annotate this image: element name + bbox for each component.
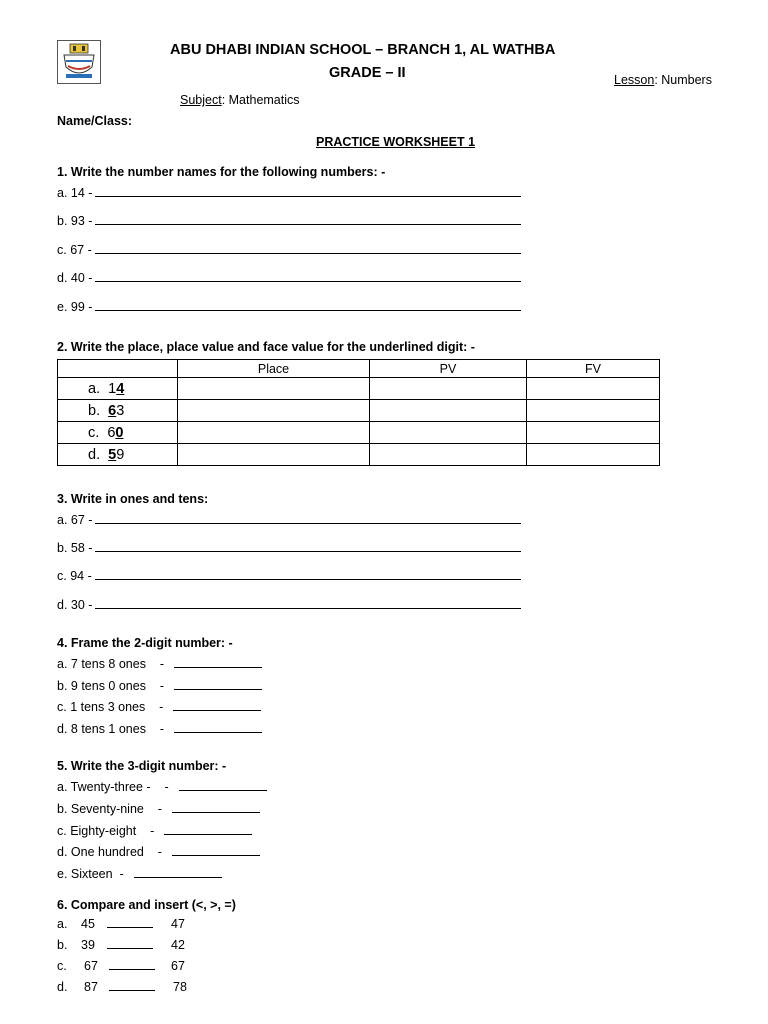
q1-item-label: b. 93 - [57, 214, 93, 228]
row-label: d. [88, 446, 101, 463]
q1-item-b [57, 214, 521, 228]
pv-cell[interactable] [370, 378, 527, 400]
fv-cell[interactable] [527, 400, 660, 422]
answer-line[interactable] [95, 578, 521, 580]
q1-item-label: e. 99 - [57, 300, 93, 314]
place-cell[interactable] [178, 378, 370, 400]
fv-cell[interactable] [527, 444, 660, 466]
answer-line[interactable] [95, 550, 521, 552]
place-cell[interactable] [178, 444, 370, 466]
q6-item-d [57, 980, 187, 994]
worksheet-title: PRACTICE WORKSHEET 1 [316, 135, 476, 149]
compare-right: 78 [173, 980, 187, 994]
fv-cell[interactable] [527, 422, 660, 444]
pv-cell[interactable] [370, 422, 527, 444]
q4-title: 4. Frame the 2-digit number: - [57, 636, 233, 650]
school-logo [57, 40, 101, 84]
table-row [58, 378, 660, 400]
lesson-value: : Numbers [654, 73, 712, 87]
q3-title: 3. Write in ones and tens: [57, 492, 209, 506]
q1-item-label: a. 14 - [57, 186, 93, 200]
underlined-digit: 4 [116, 380, 125, 397]
q3-item-label: c. 94 - [57, 569, 92, 583]
table-header-place: Place [178, 360, 370, 378]
q3-item-label: a. 67 - [57, 513, 93, 527]
place-cell[interactable] [178, 400, 370, 422]
q1-item-c [57, 243, 521, 257]
q3-item-d [57, 598, 521, 612]
q4-item-a [57, 657, 262, 671]
q5-item-label: c. Eighty-eight - [57, 824, 155, 838]
table-header-pv: PV [370, 360, 527, 378]
table-row [58, 400, 660, 422]
compare-left: 39 [81, 938, 95, 952]
compare-left: 87 [84, 980, 98, 994]
q5-item-label: b. Seventy-nine - [57, 802, 162, 816]
q4-item-b [57, 679, 262, 693]
compare-blank[interactable] [109, 968, 155, 970]
row-label: c. [88, 424, 100, 441]
q2-title: 2. Write the place, place value and face value for the underlined digit: - [57, 340, 475, 354]
digit-plain: 1 [108, 380, 117, 397]
q6-item-b [57, 938, 185, 952]
q6-item-c [57, 959, 185, 973]
school-name: ABU DHABI INDIAN SCHOOL – BRANCH 1, AL WATHBA [170, 42, 556, 58]
q4-item-label: c. 1 tens 3 ones - [57, 700, 164, 714]
answer-line[interactable] [179, 789, 267, 791]
answer-line[interactable] [174, 731, 262, 733]
q1-item-e [57, 300, 521, 314]
answer-line[interactable] [95, 522, 521, 524]
name-class-label: Name/Class: [57, 114, 133, 128]
digit-plain: 3 [116, 402, 125, 419]
q6-item-label: d. [57, 980, 68, 994]
table-header-row [58, 360, 660, 378]
q5-title: 5. Write the 3-digit number: - [57, 759, 227, 773]
subject-value: : Mathematics [221, 93, 300, 107]
q5-item-d [57, 845, 260, 859]
table-header-cell [58, 360, 178, 378]
q5-item-c [57, 824, 252, 838]
answer-line[interactable] [95, 195, 521, 197]
compare-right: 67 [171, 959, 185, 973]
q3-item-c [57, 569, 521, 583]
underlined-digit: 6 [108, 402, 117, 419]
compare-right: 42 [171, 938, 185, 952]
answer-line[interactable] [173, 709, 261, 711]
table-row [58, 422, 660, 444]
row-number [58, 378, 178, 400]
subject-label: Subject [180, 93, 222, 107]
q4-item-label: a. 7 tens 8 ones - [57, 657, 165, 671]
answer-line[interactable] [95, 280, 521, 282]
answer-line[interactable] [172, 854, 260, 856]
place-cell[interactable] [178, 422, 370, 444]
row-number [58, 400, 178, 422]
answer-line[interactable] [174, 666, 262, 668]
subject-info [180, 93, 300, 107]
q5-item-label: e. Sixteen - [57, 867, 124, 881]
answer-line[interactable] [174, 688, 262, 690]
school-crest-icon [58, 41, 100, 83]
q3-item-a [57, 513, 521, 527]
compare-right: 47 [171, 917, 185, 931]
q1-title: 1. Write the number names for the following numbers: - [57, 165, 386, 179]
q3-item-b [57, 541, 521, 555]
q4-item-label: d. 8 tens 1 ones - [57, 722, 165, 736]
compare-left: 45 [81, 917, 95, 931]
q5-item-a [57, 780, 267, 794]
digit-plain: 9 [116, 446, 125, 463]
lesson-label: Lesson [614, 73, 655, 87]
pv-cell[interactable] [370, 400, 527, 422]
table-header-fv: FV [527, 360, 660, 378]
answer-line[interactable] [95, 223, 521, 225]
q1-item-label: c. 67 - [57, 243, 92, 257]
q6-item-label: b. [57, 938, 68, 952]
q1-item-a [57, 186, 521, 200]
q5-item-label: a. Twenty-three - - [57, 780, 169, 794]
q6-item-label: a. [57, 917, 68, 931]
row-number [58, 422, 178, 444]
pv-cell[interactable] [370, 444, 527, 466]
compare-left: 67 [84, 959, 98, 973]
q3-item-label: b. 58 - [57, 541, 93, 555]
compare-blank[interactable] [107, 947, 153, 949]
place-value-table [57, 359, 660, 466]
answer-line[interactable] [164, 833, 252, 835]
underlined-digit: 5 [108, 446, 117, 463]
compare-blank[interactable] [107, 926, 153, 928]
answer-line[interactable] [95, 309, 521, 311]
grade-title: GRADE – II [329, 65, 406, 81]
q4-item-label: b. 9 tens 0 ones - [57, 679, 165, 693]
q1-item-label: d. 40 - [57, 271, 93, 285]
row-label: a. [88, 380, 101, 397]
row-label: b. [88, 402, 101, 419]
answer-line[interactable] [172, 811, 260, 813]
answer-line[interactable] [95, 607, 521, 609]
lesson-info [614, 73, 712, 87]
q4-item-c [57, 700, 261, 714]
answer-line[interactable] [95, 252, 521, 254]
row-number [58, 444, 178, 466]
answer-line[interactable] [134, 876, 222, 878]
fv-cell[interactable] [527, 378, 660, 400]
table-row [58, 444, 660, 466]
q6-item-a [57, 917, 185, 931]
q1-item-d [57, 271, 521, 285]
q5-item-label: d. One hundred - [57, 845, 162, 859]
digit-plain: 6 [107, 424, 116, 441]
q4-item-d [57, 722, 262, 736]
q6-title: 6. Compare and insert (<, >, =) [57, 898, 236, 912]
q6-item-label: c. [57, 959, 67, 973]
underlined-digit: 0 [115, 424, 124, 441]
compare-blank[interactable] [109, 989, 155, 991]
q3-item-label: d. 30 - [57, 598, 93, 612]
q5-item-b [57, 802, 260, 816]
q5-item-e [57, 867, 222, 881]
